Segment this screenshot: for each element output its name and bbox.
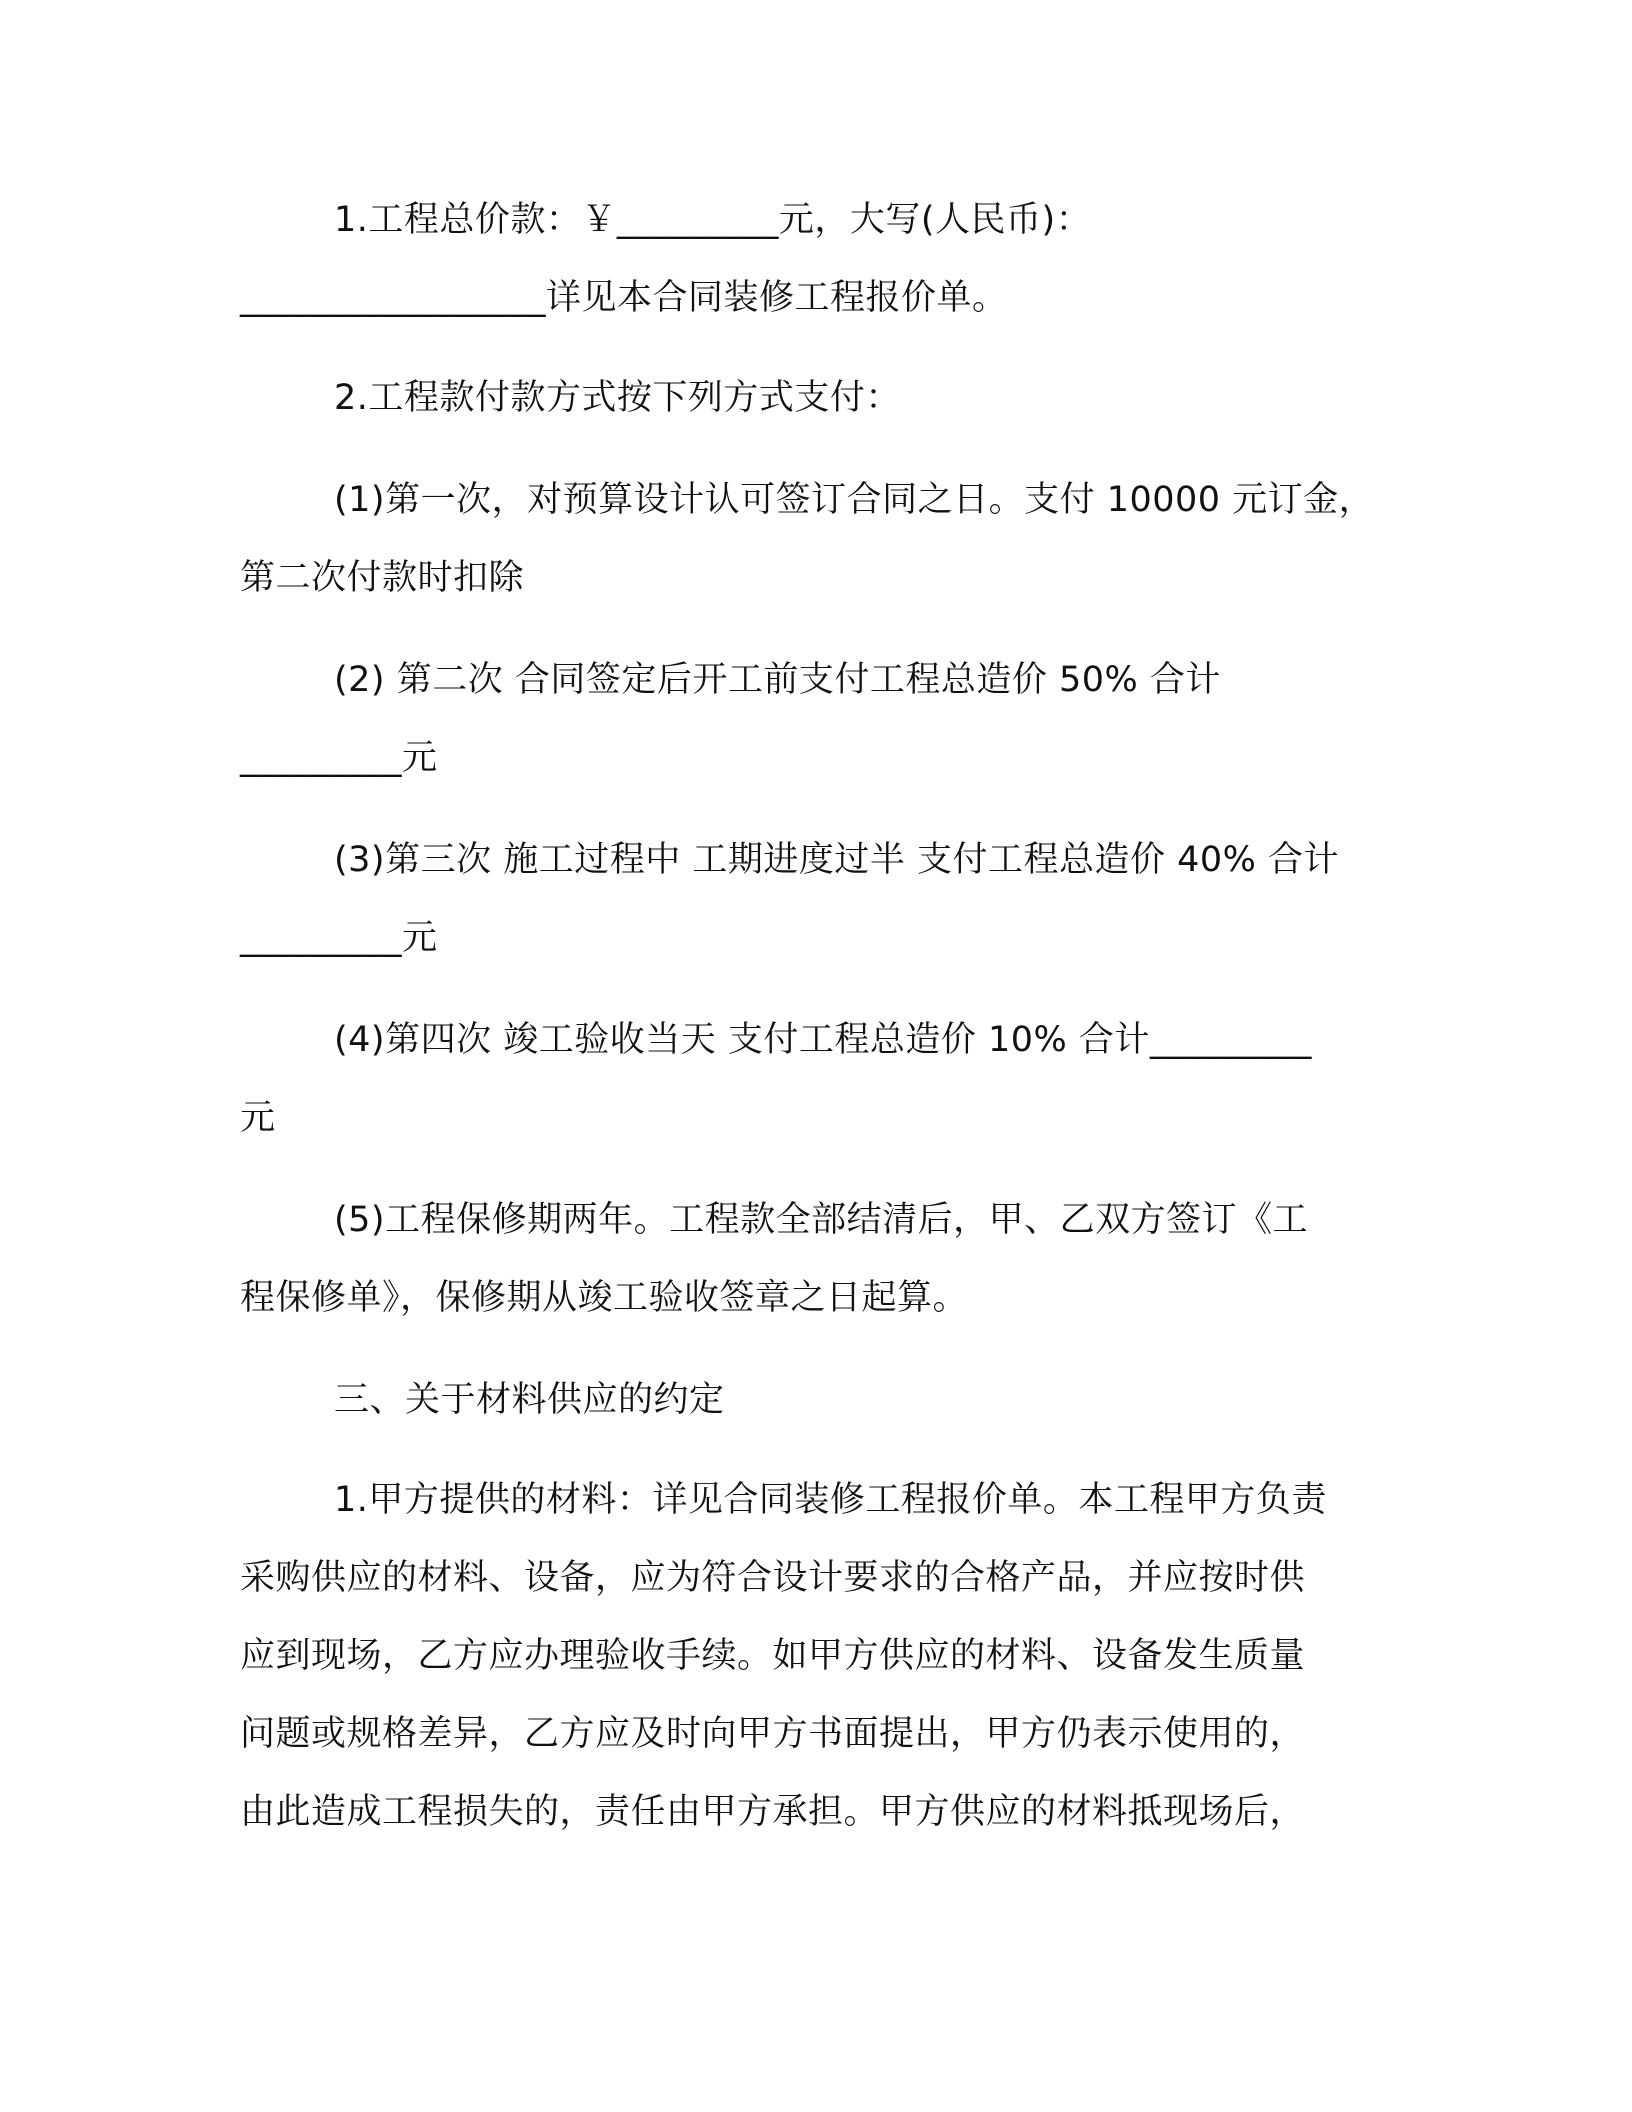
total-price-continued-line: _________________详见本合同装修工程报价单。 [240, 278, 1008, 318]
payment-method-heading: 2.工程款付款方式按下列方式支付： [334, 378, 901, 418]
total-price-line: 1.工程总价款：￥_________元，大写(人民币)： [334, 200, 1092, 240]
materials-paragraph-line-4: 问题或规格差异，乙方应及时向甲方书面提出，甲方仍表示使用的， [240, 1714, 1306, 1754]
payment-first-line: (1)第一次，对预算设计认可签订合同之日。支付 10000 元订金， [334, 480, 1375, 520]
payment-second-line: (2) 第二次 合同签定后开工前支付工程总造价 50% 合计 [334, 660, 1221, 700]
warranty-line: (5)工程保修期两年。工程款全部结清后，甲、乙双方签订《工 [334, 1200, 1309, 1240]
materials-paragraph-line-2: 采购供应的材料、设备，应为符合设计要求的合格产品，并应按时供 [240, 1558, 1306, 1598]
materials-paragraph-line-1: 1.甲方提供的材料：详见合同装修工程报价单。本工程甲方负责 [334, 1480, 1327, 1520]
payment-third-line: (3)第三次 施工过程中 工期进度过半 支付工程总造价 40% 合计 [334, 840, 1340, 880]
payment-second-continued-line: _________元 [240, 738, 438, 778]
materials-section-heading: 三、关于材料供应的约定 [334, 1380, 725, 1420]
warranty-continued-line: 程保修单》，保修期从竣工验收签章之日起算。 [240, 1278, 969, 1318]
materials-paragraph-line-3: 应到现场，乙方应办理验收手续。如甲方供应的材料、设备发生质量 [240, 1636, 1306, 1676]
payment-fourth-line: (4)第四次 竣工验收当天 支付工程总造价 10% 合计_________ [334, 1020, 1312, 1060]
payment-fourth-continued-line: 元 [240, 1098, 276, 1138]
payment-third-continued-line: _________元 [240, 918, 438, 958]
payment-first-continued-line: 第二次付款时扣除 [240, 558, 525, 598]
materials-paragraph-line-5: 由此造成工程损失的，责任由甲方承担。甲方供应的材料抵现场后， [240, 1792, 1306, 1832]
